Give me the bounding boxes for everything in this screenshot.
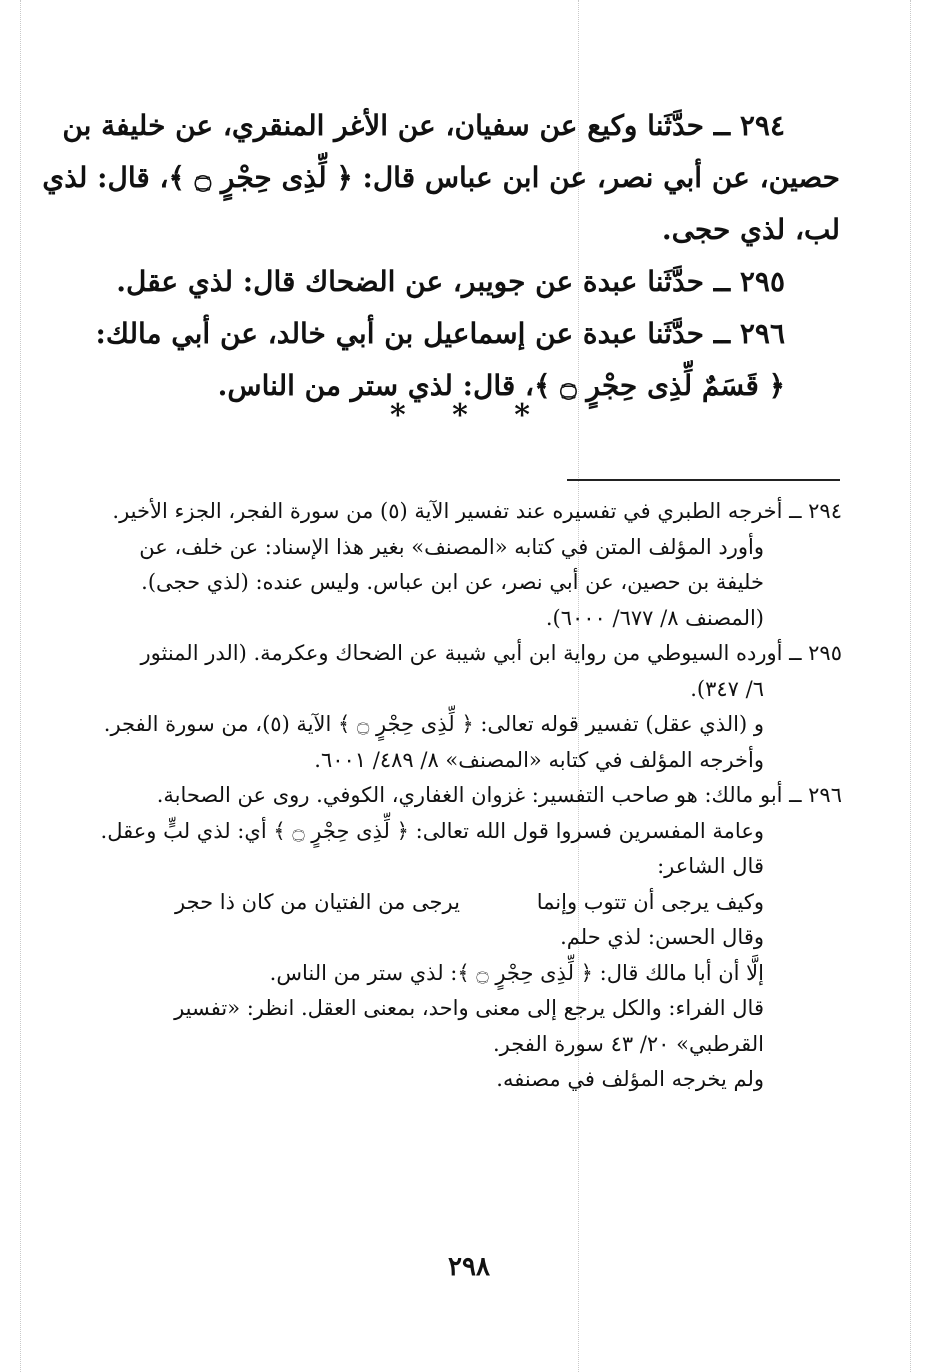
verse-second-hemistich: يرجى من الفتيان من كان ذا حجر [175, 889, 460, 914]
text-line: ٢٩٥ ــ حدَّثَنا عبدة عن جويبر، عن الضحاك قال: لذي عقل. [116, 265, 785, 298]
verse-first-hemistich: وكيف يرجى أن تتوب وإنما [536, 889, 764, 914]
footnote-line: و (الذي عقل) تفسير قوله تعالى: ﴿ لِّذِى حِجْرٍ ۝ ﴾ الآية (٥)، من سورة الفجر. [103, 712, 764, 736]
footnote-line: ٢٩٤ ــ أخرجه الطبري في تفسيره عند تفسير الآية (٥) من سورة الفجر، الجزء الأخير. [112, 499, 842, 523]
footnote-line: ٢٩٦ ــ أبو مالك: هو صاحب التفسير: غزوان الغفاري، الكوفي. روى عن الصحابة. [156, 783, 842, 807]
text-line: لب، لذي حجى. [661, 213, 840, 246]
footnotes [100, 494, 842, 1098]
page-number: ٢٩٨ [448, 1252, 490, 1282]
footnote-line: قال الشاعر: [657, 854, 764, 878]
footnote-line: إلَّا أن أبا مالك قال: ﴿ لِّذِى حِجْرٍ ۝ ﴾: لذي ستر من الناس. [269, 960, 764, 985]
text-line: ﴿ قَسَمٌ لِّذِى حِجْرٍ ۝ ﴾، قال: لذي ستر من الناس. [217, 369, 785, 402]
text-line: ٢٩٤ ــ حدَّثَنا وكيع عن سفيان، عن الأغر المنقري، عن خليفة بن [62, 109, 785, 142]
footnote-line: قال الفراء: والكل يرجع إلى معنى واحد، بمعنى العقل. انظر: «تفسير [174, 996, 764, 1020]
main-text [42, 100, 840, 412]
footnote-line: وعامة المفسرين فسروا قول الله تعالى: ﴿ لِّذِى حِجْرٍ ۝ ﴾ أي: لذي لبٍّ وعقل. [100, 818, 764, 843]
poem-verse [100, 885, 842, 921]
footnote-line: ولم يخرجه المؤلف في مصنفه. [496, 1067, 764, 1091]
scan-guide-line [910, 0, 911, 1372]
footnote-line: ٢٩٥ ــ أورده السيوطي من رواية ابن أبي شيبة عن الضحاك وعكرمة. (الدر المنثور [140, 641, 842, 665]
text-line: ٢٩٦ ــ حدَّثَنا عبدة عن إسماعيل بن أبي خالد، عن أبي مالك: [95, 317, 785, 350]
section-separator: * * * [390, 398, 548, 433]
footnote-line: (المصنف ٨/ ٦٧٧/ ٦٠٠٠). [545, 605, 764, 630]
text-line: حصين، عن أبي نصر، عن ابن عباس قال: ﴿ لِّذِى حِجْرٍ ۝ ﴾، قال: لذي [42, 161, 840, 194]
footnote-line: وأخرجه المؤلف في كتابه «المصنف» ٨/ ٤٨٩/ ٦٠٠١. [314, 747, 764, 772]
footnote-line: خليفة بن حصين، عن أبي نصر، عن ابن عباس. وليس عنده: (لذي حجى). [141, 570, 764, 594]
footnote-rule [567, 479, 840, 481]
footnote-line: وقال الحسن: لذي حلم. [560, 925, 764, 949]
scan-guide-line [20, 0, 21, 1372]
footnote-line: ٦/ ٣٤٧). [690, 676, 764, 701]
footnote-line: القرطبي» ٢٠/ ٤٣ سورة الفجر. [492, 1031, 764, 1056]
footnote-line: وأورد المؤلف المتن في كتابه «المصنف» بغير هذا الإسناد: عن خلف، عن [139, 534, 764, 559]
